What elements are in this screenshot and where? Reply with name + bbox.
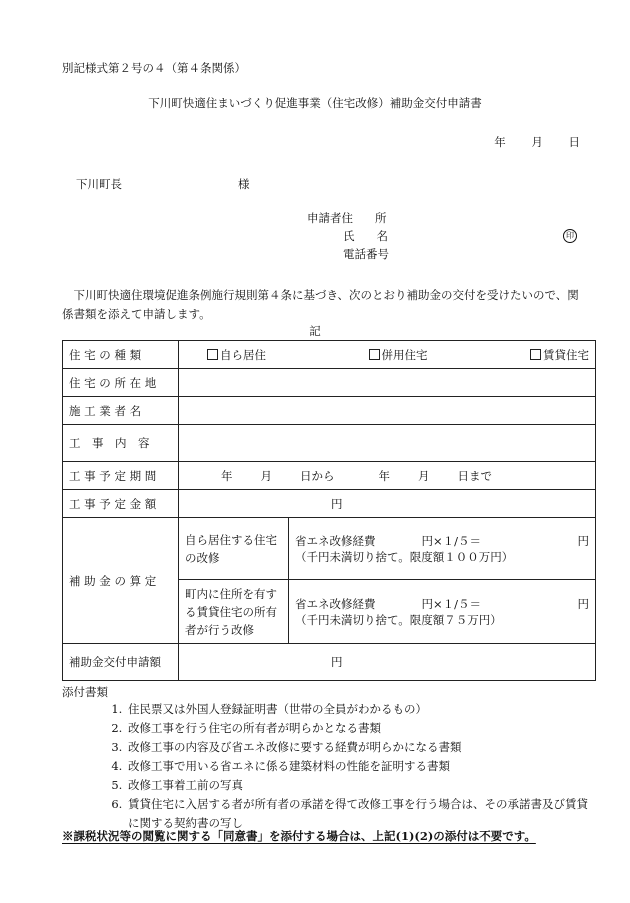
period-year-2: 年 (378, 468, 390, 483)
ki-marker: 記 (309, 324, 321, 338)
applicant-name-label-2: 名 (376, 229, 388, 243)
list-item: 4. 改修工事で用いる省エネに係る建築材料の性能を証明する書類 (126, 757, 596, 776)
form-number: 別記様式第２号の４（第４条関係） (62, 61, 246, 75)
period-month-2: 月 (418, 468, 430, 483)
housing-type-label: 住 宅 の 種 類 (63, 341, 179, 369)
document-title: 下川町快適住まいづくり促進事業（住宅改修）補助金交付申請書 (148, 96, 482, 110)
request-amount-field[interactable] (179, 644, 596, 681)
subsidy-self-note: （千円未満切り捨て。限度額１００万円） (295, 549, 514, 564)
list-item: 6. 賃貸住宅に入居する者が所有者の承諾を得て改修工事を行う場合は、その承諾書及び賃貸に関する契約書の写し (126, 795, 596, 833)
subsidy-rental-yen: 円 (577, 596, 589, 611)
attachments-list (104, 700, 596, 833)
work-label: 工 事 内 容 (63, 425, 179, 462)
work-field[interactable] (179, 425, 596, 462)
amount-field[interactable] (179, 490, 596, 518)
option-self-residence[interactable]: 自ら居住 (207, 347, 266, 363)
applicant-block (307, 209, 389, 263)
addressee (76, 176, 250, 192)
subsidy-self-calc[interactable] (289, 518, 596, 580)
applicant-phone-label: 電話番号 (343, 247, 389, 261)
applicant-name-label: 氏 (343, 229, 355, 243)
row-work (63, 425, 596, 462)
subsidy-rental-formula: 省エネ改修経費 円×１/５＝ (295, 596, 482, 611)
row-period (63, 462, 596, 490)
contractor-field[interactable] (179, 397, 596, 425)
applicant-address-label: 申請者住 (307, 211, 353, 225)
date-day: 日 (568, 135, 580, 149)
period-field[interactable] (179, 462, 596, 490)
subsidy-self-yen: 円 (577, 533, 589, 548)
period-month-1: 月 (260, 468, 272, 483)
amount-label: 工 事 予 定 金 額 (63, 490, 179, 518)
request-yen: 円 (331, 655, 343, 669)
attachments-heading: 添付書類 (62, 685, 108, 699)
body-paragraph: 下川町快適住環境促進条例施行規則第４条に基づき、次のとおり補助金の交付を受けたいので、関係書類を添えて申請します。 (62, 288, 579, 321)
request-amount-label: 補助金交付申請額 (63, 644, 179, 681)
list-item: 3. 改修工事の内容及び省エネ改修に要する経費が明らかになる書類 (126, 738, 596, 757)
applicant-address-label-2: 所 (375, 211, 387, 225)
period-year-1: 年 (221, 468, 233, 483)
date-year: 年 (494, 135, 506, 149)
list-item: 1. 住民票又は外国人登録証明書（世帯の全員がわかるもの） (126, 700, 596, 719)
subsidy-rental-note: （千円未満切り捨て。限度額７５万円） (295, 612, 502, 627)
period-day-2: 日まで (457, 468, 492, 483)
amount-yen: 円 (331, 496, 343, 511)
checkbox-icon[interactable] (530, 349, 541, 360)
checkbox-icon[interactable] (207, 349, 218, 360)
period-label: 工 事 予 定 期 間 (63, 462, 179, 490)
honorific: 様 (238, 177, 250, 191)
row-location (63, 369, 596, 397)
subsidy-rental-label: 町内に住所を有する賃貸住宅の所有者が行う改修 (179, 580, 289, 644)
checkbox-icon[interactable] (369, 349, 380, 360)
date-month: 月 (531, 135, 543, 149)
option-rental[interactable]: 賃貸住宅 (530, 347, 589, 363)
footnote: ※課税状況等の閲覧に関する「同意書」を添付する場合は、上記(1)(2)の添付は不要です。 (62, 829, 536, 843)
body-text (62, 286, 590, 324)
row-contractor (63, 397, 596, 425)
option-mixed-use[interactable]: 併用住宅 (369, 347, 428, 363)
row-housing-type (63, 341, 596, 369)
period-day-1: 日から (300, 468, 335, 483)
addressee-name: 下川町長 (76, 177, 122, 191)
contractor-label: 施 工 業 者 名 (63, 397, 179, 425)
row-amount (63, 490, 596, 518)
subsidy-self-label: 自ら居住する住宅の改修 (179, 518, 289, 580)
date-line (472, 134, 580, 150)
location-field[interactable] (179, 369, 596, 397)
seal-mark: 印 (563, 229, 577, 243)
row-subsidy-1 (63, 518, 596, 580)
row-request-amount (63, 644, 596, 681)
subsidy-label: 補 助 金 の 算 定 (63, 518, 179, 644)
location-label: 住 宅 の 所 在 地 (63, 369, 179, 397)
housing-type-options (179, 341, 596, 369)
subsidy-rental-calc[interactable] (289, 580, 596, 644)
application-table (62, 340, 596, 681)
list-item: 2. 改修工事を行う住宅の所有者が明らかとなる書類 (126, 719, 596, 738)
list-item: 5. 改修工事着工前の写真 (126, 776, 596, 795)
subsidy-self-formula: 省エネ改修経費 円×１/５＝ (295, 533, 482, 548)
